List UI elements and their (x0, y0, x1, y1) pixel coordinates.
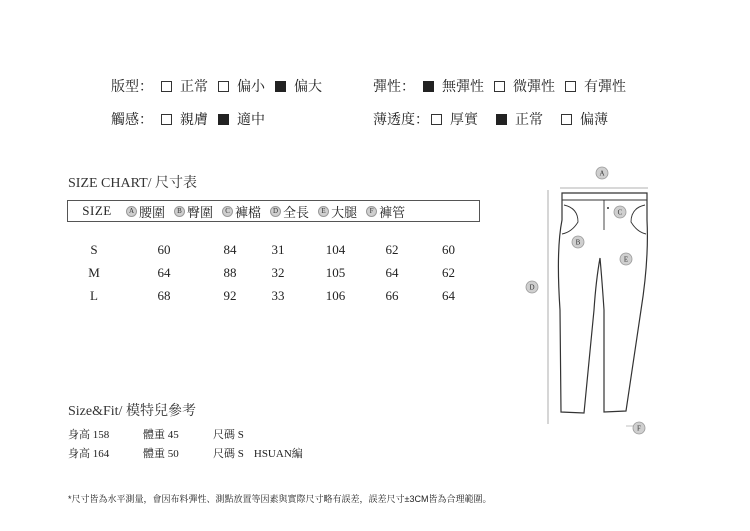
table-row (67, 284, 481, 307)
checkbox-icon (218, 81, 229, 92)
elasticity-option-none: 無彈性 (423, 76, 484, 96)
checked-box-icon (275, 81, 286, 92)
model-fit-title: Size&Fit/ 模特兒參考 (68, 404, 196, 419)
size-chart-table (67, 238, 481, 307)
cell-value: 60 (442, 241, 455, 257)
marker-f-label: F (637, 424, 641, 433)
column-rise: C 褲檔 (222, 202, 261, 221)
row-size: M (88, 264, 100, 280)
marker-a-label: A (599, 169, 605, 178)
cell-value: 106 (325, 287, 346, 303)
cell-value: 31 (271, 241, 285, 257)
transparency-option-thick: 厚實 (431, 109, 478, 129)
feel-label: 觸感： (111, 111, 153, 127)
table-row (67, 261, 481, 284)
marker-e-icon: E (318, 206, 329, 217)
cell-value: 33 (271, 287, 285, 303)
marker-c-icon: C (222, 206, 233, 217)
cell-value: 84 (223, 241, 237, 257)
pants-measurement-diagram (520, 160, 700, 450)
marker-b-label: B (575, 238, 581, 247)
checkbox-icon (161, 81, 172, 92)
fit-attribute (111, 76, 332, 96)
fit-option-small: 偏小 (218, 76, 265, 96)
marker-b-icon: B (174, 206, 185, 217)
model-size: 尺碼 S (213, 447, 244, 460)
size-chart-header (67, 200, 480, 222)
checked-box-icon (423, 81, 434, 92)
elasticity-attribute (373, 76, 636, 96)
checkbox-icon (431, 114, 442, 125)
row-size: L (90, 287, 98, 303)
cell-value: 92 (223, 287, 237, 303)
checkbox-icon (161, 114, 172, 125)
marker-a-icon: A (126, 206, 137, 217)
checked-box-icon (218, 114, 229, 125)
model-size: 尺碼 S (213, 428, 244, 441)
cell-value: 105 (325, 264, 346, 280)
table-row (67, 238, 481, 261)
cell-value: 62 (385, 241, 399, 257)
marker-e-label: E (623, 255, 629, 264)
model-weight: 體重 50 (143, 447, 179, 460)
transparency-option-thin: 偏薄 (561, 109, 608, 129)
checkbox-icon (565, 81, 576, 92)
feel-option-medium: 適中 (218, 109, 265, 129)
model-fit-list (68, 424, 303, 462)
cell-value: 62 (442, 264, 455, 280)
cell-value: 68 (157, 287, 171, 303)
model-weight: 體重 45 (143, 428, 179, 441)
checkbox-icon (494, 81, 505, 92)
transparency-option-normal: 正常 (496, 109, 543, 129)
list-item (68, 424, 303, 443)
cell-value: 64 (157, 264, 171, 280)
transparency-attribute (373, 109, 618, 129)
marker-f-icon: F (366, 206, 377, 217)
checked-box-icon (496, 114, 507, 125)
size-chart-title: SIZE CHART/ 尺寸表 (68, 176, 198, 191)
column-length: D 全長 (270, 202, 309, 221)
row-size: S (90, 241, 98, 257)
column-waist: A 腰圍 (126, 202, 165, 221)
marker-d-icon: D (270, 206, 281, 217)
feel-option-soft: 親膚 (161, 109, 208, 129)
list-item (68, 443, 303, 462)
model-name: HSUAN編 (253, 447, 303, 460)
cell-value: 104 (325, 241, 346, 257)
column-hip: B 臀圍 (174, 202, 213, 221)
cell-value: 64 (385, 264, 399, 280)
fit-label: 版型： (111, 78, 153, 94)
model-height: 身高 158 (68, 428, 110, 441)
elasticity-label: 彈性： (373, 78, 415, 94)
feel-attribute (111, 109, 275, 129)
measurement-note: *尺寸皆為水平測量，會因布料彈性、測點放置等因素與實際尺寸略有誤差，誤差尺寸±3CM皆為合理範圍。 (68, 494, 492, 504)
cell-value: 32 (271, 264, 285, 280)
cell-value: 88 (223, 264, 237, 280)
checkbox-icon (561, 114, 572, 125)
transparency-label: 薄透度： (373, 111, 429, 127)
fit-option-large: 偏大 (275, 76, 322, 96)
column-thigh: E 大腿 (318, 202, 357, 221)
size-header-label: SIZE (82, 203, 112, 218)
column-hem: F 褲管 (366, 202, 405, 221)
elasticity-option-yes: 有彈性 (565, 76, 626, 96)
cell-value: 66 (385, 287, 399, 303)
fit-option-normal: 正常 (161, 76, 208, 96)
cell-value: 60 (157, 241, 171, 257)
elasticity-option-slight: 微彈性 (494, 76, 555, 96)
marker-d-label: D (529, 283, 535, 292)
marker-c-label: C (617, 208, 623, 217)
cell-value: 64 (442, 287, 455, 303)
model-height: 身高 164 (68, 447, 110, 460)
